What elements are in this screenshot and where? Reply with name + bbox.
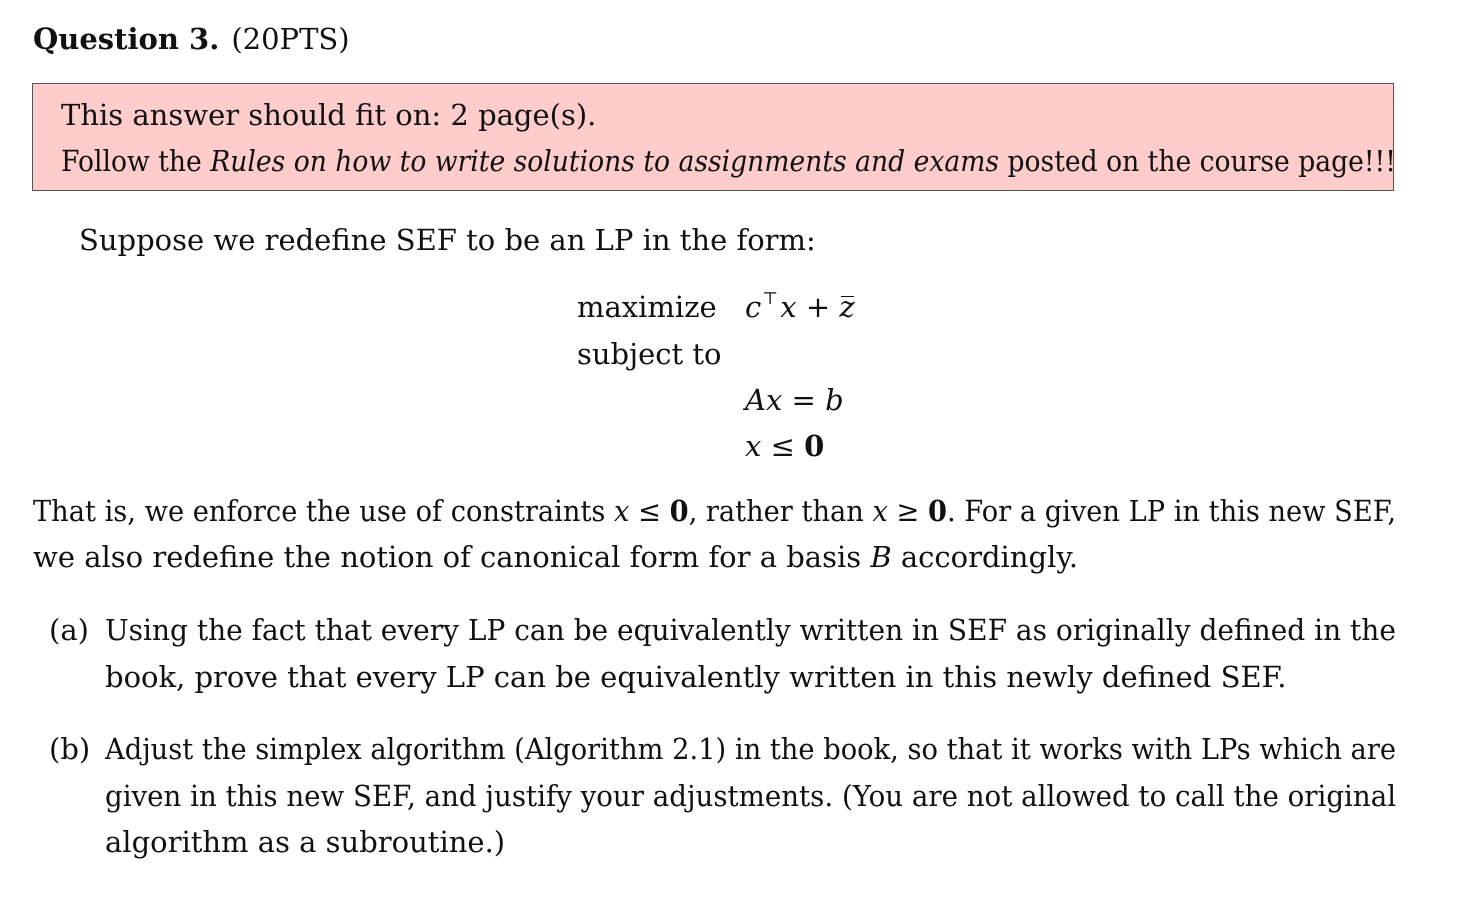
intro-sentence: Suppose we redefine SEF to be an LP in the form:	[79, 223, 816, 257]
notice-rules-line	[61, 142, 1396, 180]
answer-length-notice	[32, 83, 1394, 191]
lp-constraint-keyword: subject to	[577, 337, 722, 371]
notice-page-limit: This answer should fit on: 2 page(s).	[61, 98, 597, 132]
notice-rules-title: Rules on how to write solutions to assignments and exams	[210, 144, 1000, 178]
lp-sign-rhs: 0	[804, 429, 825, 463]
notice-rules-prefix: Follow the	[61, 144, 202, 178]
lp-eq-rel: =	[782, 383, 826, 417]
lp-eq-lhs: Ax	[745, 383, 783, 417]
notice-rules-suffix: posted on the course page!!!	[1007, 144, 1396, 178]
paragraph-text: , rather than	[688, 494, 864, 528]
item-a-line-1: Using the fact that every LP can be equivalently written in SEF as originally defined in the	[105, 613, 1396, 647]
question-heading	[33, 19, 350, 59]
paragraph-line-1	[33, 491, 1396, 531]
lp-obj-plus: +	[796, 290, 840, 324]
item-label-b: (b)	[49, 732, 91, 766]
math-zero-vector: 0	[669, 494, 689, 528]
item-label-a: (a)	[49, 613, 89, 647]
item-b-line-1: Adjust the simplex algorithm (Algorithm 2.1) in the book, so that it works with LPs which are	[105, 732, 1397, 766]
lp-objective-keyword: maximize	[577, 290, 717, 324]
math-x: x	[614, 494, 630, 528]
paragraph-text: accordingly.	[900, 540, 1079, 574]
lp-obj-c: c	[745, 290, 762, 324]
paragraph-text: That is, we enforce the use of constraints	[33, 494, 606, 528]
math-le: ≤	[629, 494, 670, 528]
paragraph-line-2	[33, 537, 1078, 577]
item-b-line-2: given in this new SEF, and justify your adjustments. (You are not allowed to call the original	[105, 779, 1397, 813]
math-basis-B: B	[870, 540, 892, 574]
paragraph-text: we also redefine the notion of canonical form for a basis	[33, 540, 862, 574]
lp-obj-x: x	[780, 290, 797, 324]
math-ge: ≥	[887, 494, 929, 528]
item-b-line-3: algorithm as a subroutine.)	[105, 825, 506, 859]
math-x: x	[872, 494, 888, 528]
item-a-line-2: book, prove that every LP can be equivalently written in this newly defined SEF.	[105, 660, 1287, 694]
question-label: Question 3.	[33, 22, 220, 56]
lp-eq-rhs: b	[825, 383, 844, 417]
lp-obj-transpose: ⊤	[762, 289, 779, 309]
question-points: (20PTS)	[231, 22, 350, 56]
math-zero-vector: 0	[928, 494, 947, 528]
lp-constraint-sign	[745, 426, 824, 466]
lp-objective-expression	[745, 287, 855, 327]
lp-sign-lhs: x	[745, 429, 762, 463]
lp-constraint-equality	[745, 380, 844, 420]
paragraph-text: . For a given LP in this new SEF,	[946, 494, 1397, 528]
lp-sign-rel: ≤	[761, 429, 805, 463]
lp-obj-zbar: z	[839, 287, 854, 327]
